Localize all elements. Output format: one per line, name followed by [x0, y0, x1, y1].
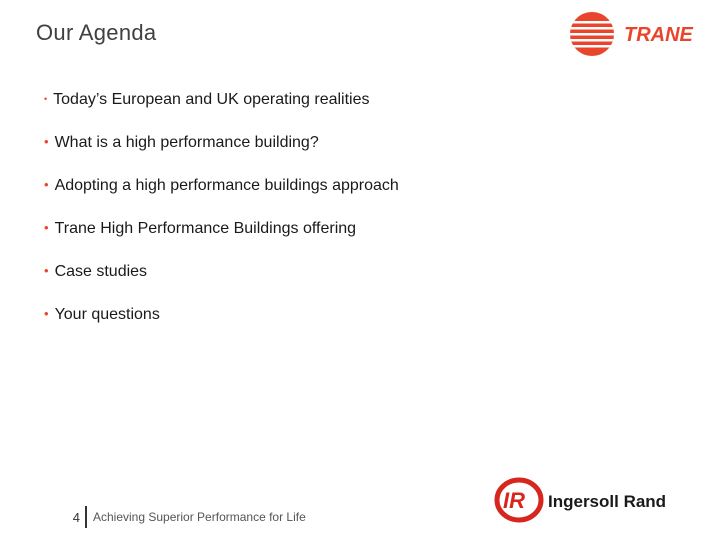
ingersoll-rand-logo — [494, 476, 672, 524]
trane-logo — [568, 10, 708, 58]
agenda-item: • Adopting a high performance buildings approach — [44, 174, 399, 217]
bullet-icon: • — [44, 306, 49, 321]
agenda-item: • Case studies — [44, 260, 399, 303]
agenda-item: • Today’s European and UK operating realities — [44, 88, 399, 131]
agenda-list — [44, 88, 399, 346]
bullet-icon: • — [44, 263, 49, 278]
bullet-icon: • — [44, 177, 49, 192]
agenda-item: • What is a high performance building? — [44, 131, 399, 174]
svg-text:IR: IR — [503, 488, 525, 513]
bullet-icon: • — [44, 94, 48, 104]
svg-text:Ingersoll Rand: Ingersoll Rand — [548, 492, 667, 511]
svg-text:TRANE: TRANE — [624, 24, 693, 46]
footer-divider — [85, 506, 87, 528]
page-number: 4 — [72, 509, 80, 525]
agenda-item: • Your questions — [44, 303, 399, 346]
bullet-icon: • — [44, 134, 49, 149]
agenda-item: • Trane High Performance Buildings offering — [44, 217, 399, 260]
footer-tagline: Achieving Superior Performance for Life — [93, 510, 306, 524]
slide-footer — [70, 505, 306, 529]
bullet-icon: • — [44, 220, 49, 235]
slide-title: Our Agenda — [36, 20, 157, 45]
